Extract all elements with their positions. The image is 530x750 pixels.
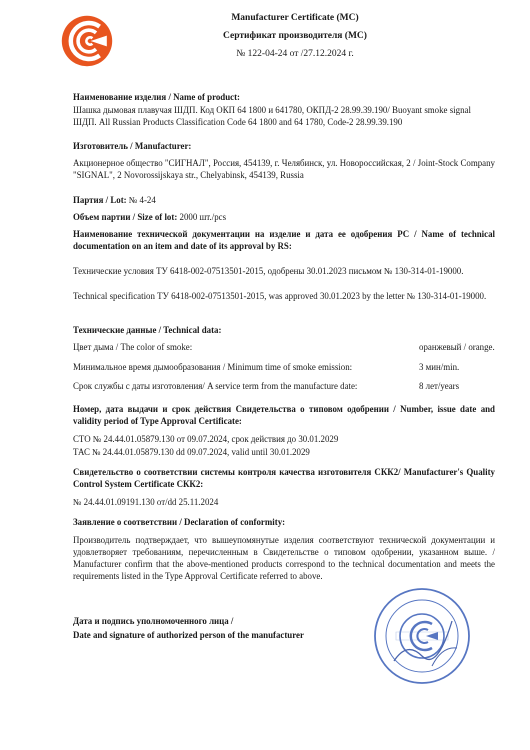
lot-row	[73, 194, 495, 206]
type-approval-line-en: ТАС № 24.44.01.05879.130 dd 09.07.2024, valid until 30.01.2029	[73, 447, 310, 457]
tech-doc-text-en: Technical specification ТУ 6418-002-07513501-2015, was approved 30.01.2023 by the letter № 130-314-01-19000.	[73, 291, 487, 301]
type-approval-label: Номер, дата выдачи и срок действия Свидетельства о типовом одобрении / Number, issue date and validity period of Type Approval Certificate:	[73, 404, 495, 426]
tech-doc-text-ru: Технические условия ТУ 6418-002-07513501-2015, одобрены 30.01.2023 письмом № 130-314-01-19000.	[73, 266, 464, 276]
type-approval-line-ru: СТО № 24.44.01.05879.130 от 09.07.2024, срок действия до 30.01.2029	[73, 434, 339, 444]
technical-data-value: 3 мин/min.	[419, 362, 460, 372]
lot-size-value: 2000 шт./pcs	[179, 212, 227, 222]
technical-data-row	[73, 362, 495, 374]
quality-certificate-number: № 24.44.01.09191.130 от/dd 25.11.2024	[73, 497, 219, 507]
manufacturer-label: Изготовитель / Manufacturer:	[73, 141, 192, 151]
signal-logo	[60, 14, 114, 68]
lot-size-label: Объем партии / Size of lot:	[73, 212, 178, 222]
technical-data-row	[73, 381, 495, 393]
technical-data-row	[73, 342, 495, 354]
tech-doc-label: Наименование технической документации на изделие и дата ее одобрения РС / Name of technical documentation on an item and date of its approval by RS:	[73, 229, 495, 251]
declaration-text: Производитель подтверждает, что вышеупомянутые изделия соответствуют технической документации и удовлетворяет требованиям, перечисленным в Свидетельстве о типовом одобрении, указанном выше. / Manufacturer confirm that the above-mentioned products correspond to the technical documentation and meets the requirements listed in the Type Approval Certificate referred to above.	[73, 535, 495, 581]
lot-value: № 4-24	[128, 195, 156, 205]
technical-data-value: оранжевый / orange.	[419, 342, 495, 352]
product-label: Наименование изделия / Name of product:	[73, 92, 241, 102]
signature-label-en: Date and signature of authorized person of the manufacturer	[73, 630, 304, 640]
product-text: Шашка дымовая плавучая ШДП. Код ОКП 64 1800 и 641780, ОКПД-2 28.99.39.190/ Buoyant smoke signal ШДП. All Russian Products Classification Code 64 1800 and 64 1780, Code-2 28.99.39.190	[73, 105, 471, 127]
declaration-label: Заявление о соответствии / Declaration of conformity:	[73, 517, 286, 527]
technical-data-value: 8 лет/years	[419, 381, 460, 391]
manufacturer-text: Акционерное общество "СИГНАЛ", Россия, 454139, г. Челябинск, ул. Новороссийская, 2 / Joint-Stock Company "SIGNAL", 2 Novorossijskaya str., Chelyabinsk, 454139, Russia	[73, 158, 495, 180]
signature-label-ru: Дата и подпись уполномоченного лица /	[73, 616, 234, 626]
technical-data-key: Минимальное время дымообразования / Minimum time of smoke emission:	[73, 362, 353, 372]
title-ru: Сертификат производителя (MC)	[223, 31, 367, 41]
title-en: Manufacturer Certificate (MC)	[231, 13, 359, 23]
technical-data-label: Технические данные / Technical data:	[73, 325, 222, 335]
quality-certificate-label: Свидетельство о соответствии системы контроля качества изготовителя СКК2/ Manufacturer's Quality Control System Certificate СКК2:	[73, 467, 495, 489]
technical-data-key: Срок службы с даты изготовления/ A service term from the manufacture date:	[73, 381, 358, 391]
lot-size-row	[73, 211, 495, 223]
lot-label: Партия / Lot:	[73, 195, 127, 205]
company-stamp	[372, 586, 472, 686]
certificate-number: № 122-04-24 от /27.12.2024 г.	[236, 49, 354, 59]
technical-data-key: Цвет дыма / The color of smoke:	[73, 342, 193, 352]
